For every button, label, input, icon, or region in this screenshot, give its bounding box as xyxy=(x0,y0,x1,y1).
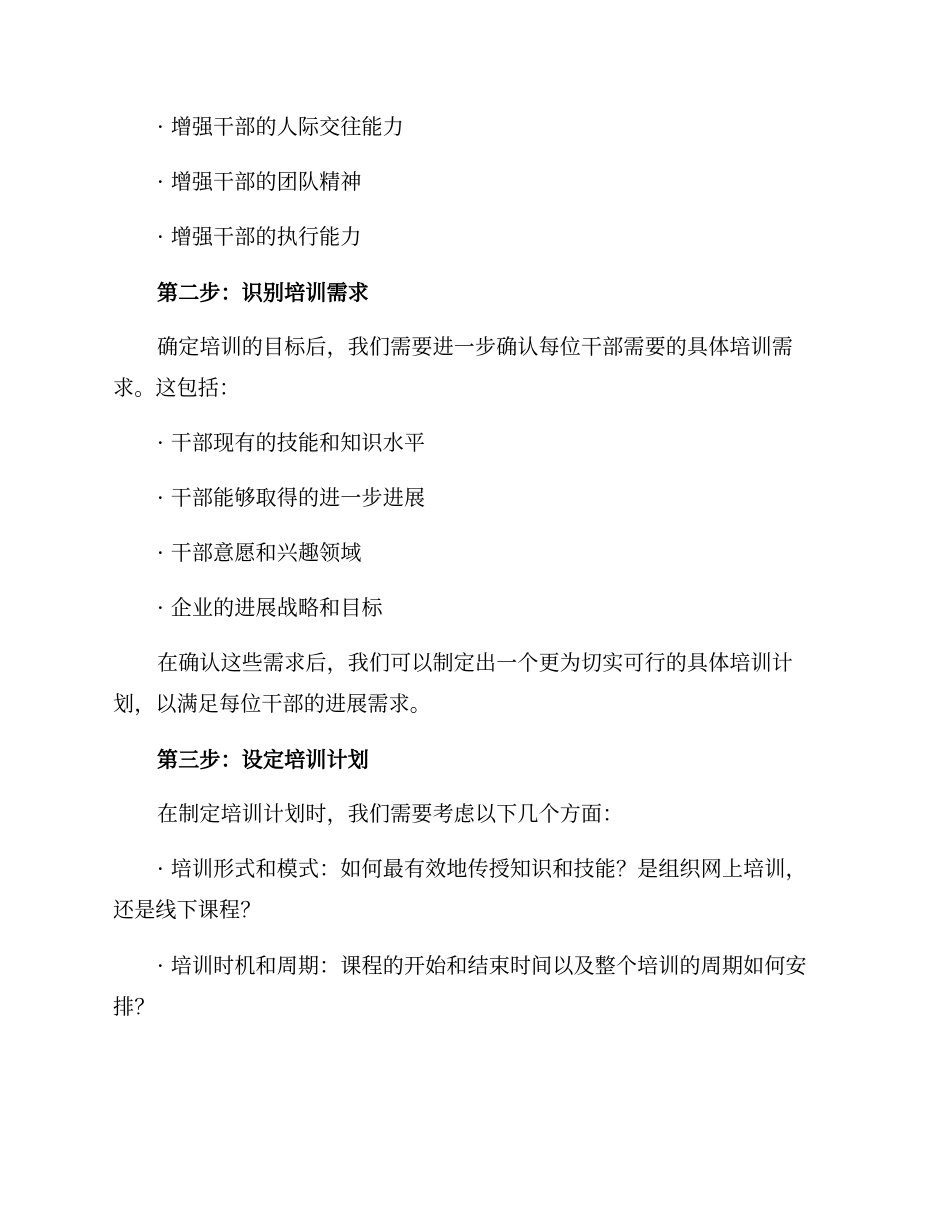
bullet-continuation: 还是线下课程？ xyxy=(113,898,262,922)
bullet-item: · 干部意愿和兴趣领域 xyxy=(157,541,362,565)
bullet-item: · 培训时机和周期：课程的开始和结束时间以及整个培训的周期如何安 xyxy=(157,954,807,978)
paragraph-line: 在确认这些需求后，我们可以制定出一个更为切实可行的具体培训计 xyxy=(157,651,793,675)
bullet-item: · 干部能够取得的进一步进展 xyxy=(157,486,426,510)
bullet-item: · 增强干部的团队精神 xyxy=(157,170,362,194)
bullet-item: · 培训形式和模式：如何最有效地传授知识和技能？是组织网上培训， xyxy=(157,857,807,881)
bullet-item: · 企业的进展战略和目标 xyxy=(157,596,383,620)
paragraph-line: 确定培训的目标后，我们需要进一步确认每位干部需要的具体培训需 xyxy=(157,335,793,359)
paragraph-line: 求。这包括： xyxy=(113,376,241,400)
paragraph-line: 在制定培训计划时，我们需要考虑以下几个方面： xyxy=(157,802,624,826)
bullet-item: · 干部现有的技能和知识水平 xyxy=(157,431,426,455)
bullet-item: · 增强干部的执行能力 xyxy=(157,225,362,249)
bullet-item: · 增强干部的人际交往能力 xyxy=(157,115,404,139)
step2-heading: 第二步：识别培训需求 xyxy=(157,280,369,305)
step3-heading: 第三步：设定培训计划 xyxy=(157,747,369,772)
paragraph-line: 划，以满足每位干部的进展需求。 xyxy=(113,692,431,716)
bullet-continuation: 排？ xyxy=(113,995,156,1019)
